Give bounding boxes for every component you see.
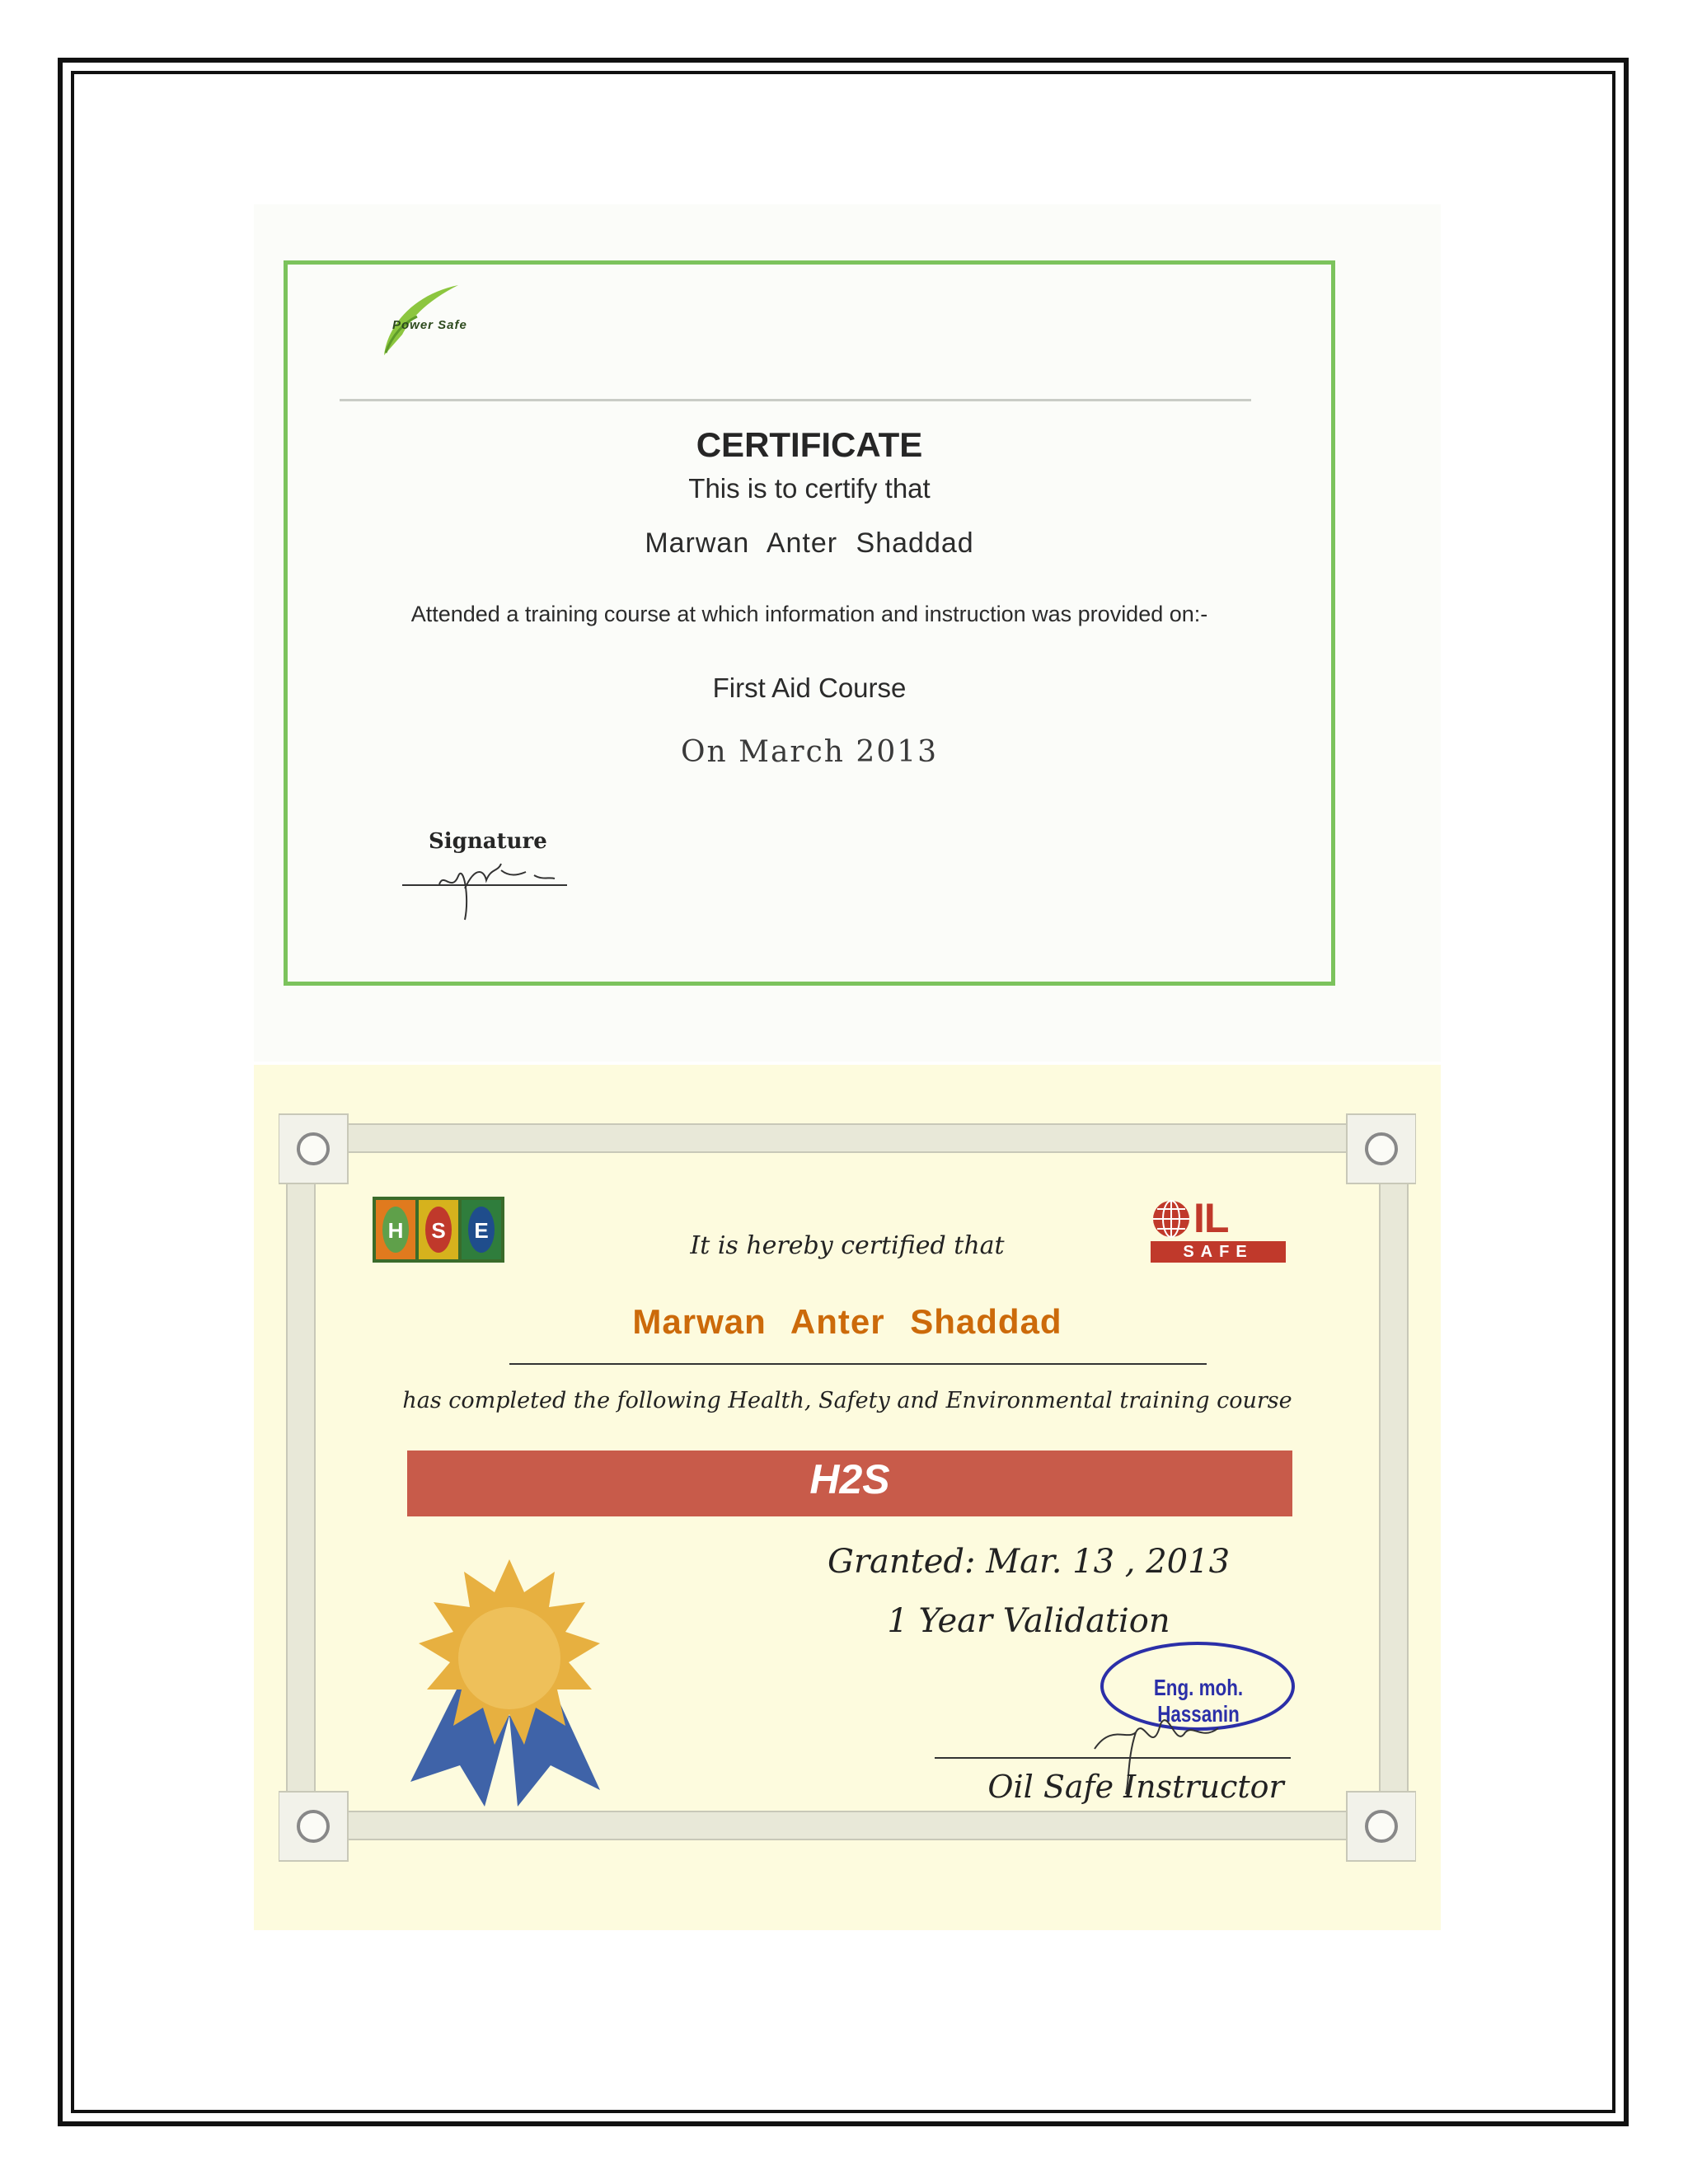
- stamp-text: Eng. moh. Hassanin: [1153, 1675, 1244, 1727]
- attendance-statement: Attended a training course at which information and instruction was provided on:-: [410, 602, 1208, 626]
- certify-statement: This is to certify that: [688, 473, 931, 504]
- hse-letter-e: E: [474, 1218, 489, 1243]
- hse-letter-h: H: [387, 1218, 404, 1243]
- completion-statement: has completed the following Health, Safety and Environmental training course: [402, 1388, 1292, 1413]
- course-name: First Aid Course: [712, 673, 907, 703]
- hse-letter-s: S: [431, 1218, 446, 1243]
- oil-logo-word: IL: [1193, 1195, 1229, 1241]
- first-aid-certificate: [254, 204, 1441, 1062]
- course-name: H2S: [809, 1456, 890, 1502]
- handwritten-signature-icon: [394, 847, 575, 930]
- header-divider: [340, 399, 1251, 401]
- recipient-name: Marwan Anter Shaddad: [632, 1302, 1062, 1341]
- award-seal-icon: [386, 1543, 633, 1815]
- oil-logo-safe: SAFE: [1151, 1241, 1286, 1263]
- recipient-name: Marwan Anter Shaddad: [645, 527, 974, 559]
- certified-statement: It is hereby certified that: [690, 1231, 1005, 1260]
- power-safe-logo-text: Power Safe: [392, 318, 467, 332]
- h2s-certificate: [254, 1065, 1441, 1930]
- certificate-title: CERTIFICATE: [696, 425, 923, 464]
- signature-label: Signature: [429, 829, 547, 854]
- signature-line: [935, 1757, 1291, 1759]
- validation-period: 1 Year Validation: [887, 1602, 1170, 1640]
- course-date: On March 2013: [680, 735, 939, 769]
- granted-date: Granted: Mar. 13 , 2013: [827, 1543, 1231, 1581]
- instructor-title: Oil Safe Instructor: [987, 1769, 1284, 1805]
- name-underline: [509, 1363, 1207, 1365]
